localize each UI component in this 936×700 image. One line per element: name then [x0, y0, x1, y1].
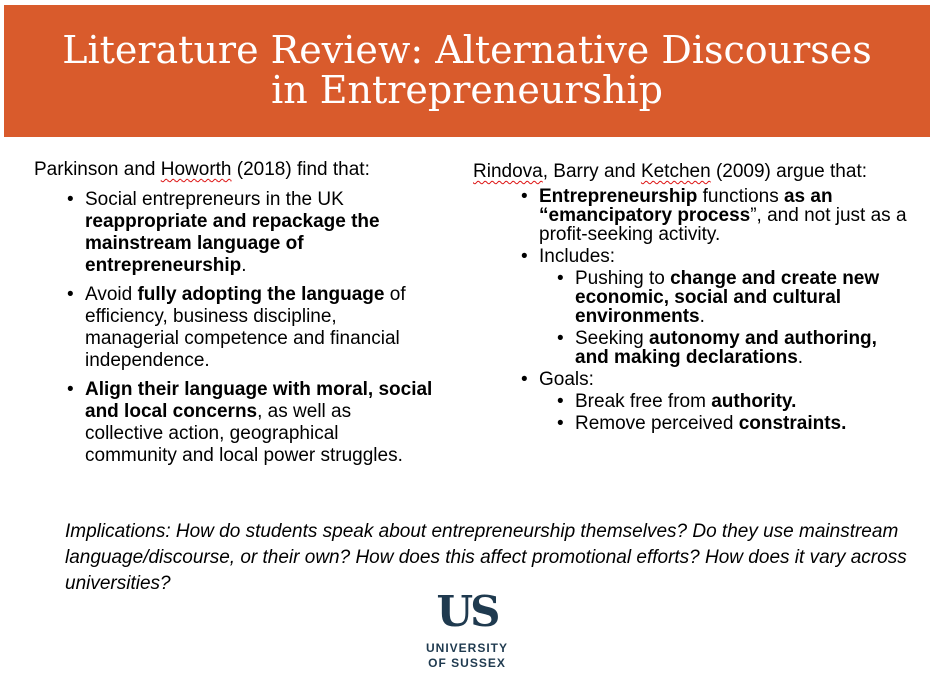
bullet-emphasis: autonomy and authoring, and making declarations	[575, 328, 877, 368]
bullet-icon: •	[557, 328, 564, 349]
list-item	[67, 189, 434, 277]
intro-author: Rindova	[473, 161, 543, 182]
bullet-icon: •	[557, 413, 564, 434]
bullet-text: Goals:	[539, 369, 594, 390]
title-line-2: in Entrepreneurship	[271, 68, 663, 112]
bullet-emphasis: fully adopting the language	[137, 284, 385, 305]
bullet-icon: •	[521, 246, 528, 267]
implications-text: Implications: How do students speak about entrepreneurship themselves? Do they use mainstream language/discourse, or their own? How does this affect promotional efforts? How does it vary across universities?	[65, 521, 907, 594]
list-item	[521, 369, 913, 390]
bullet-text: .	[797, 347, 804, 368]
sub-list-item	[557, 328, 913, 368]
bullet-text: Seeking	[575, 328, 649, 349]
bullet-text: .	[699, 306, 705, 327]
list-item	[521, 186, 913, 245]
bullet-emphasis: reappropriate and repackage the mainstream language of entrepreneurship	[85, 211, 380, 276]
bullet-text: Remove perceived	[575, 413, 739, 434]
intro-text: Parkinson and	[34, 159, 161, 180]
slide-title	[4, 30, 930, 110]
bullet-icon: •	[521, 186, 528, 207]
title-line-1: Literature Review: Alternative Discourses	[62, 28, 872, 72]
bullet-text: .	[241, 255, 247, 276]
bullet-emphasis: change and create new economic, social and cultural environments	[575, 268, 880, 327]
right-intro	[473, 161, 913, 183]
bullet-text: ”, and not just as a profit-seeking activity.	[539, 205, 907, 245]
university-logo-mark: US	[436, 587, 498, 636]
bullet-icon: •	[557, 391, 564, 412]
intro-text: , Barry and	[542, 161, 641, 182]
intro-text: (2009) argue that:	[710, 161, 867, 182]
sub-list-item	[557, 268, 913, 327]
bullet-emphasis: constraints.	[738, 413, 847, 434]
left-column	[34, 159, 434, 474]
bullet-emphasis: as an “emancipatory process	[539, 186, 833, 226]
bullet-icon: •	[67, 284, 74, 305]
left-bullet-list	[34, 189, 434, 467]
university-logo-name	[410, 641, 524, 671]
bullet-text: of efficiency, business discipline, managerial competence and financial independence.	[85, 284, 406, 371]
bullet-icon: •	[67, 379, 74, 400]
sub-list-item	[557, 413, 913, 434]
bullet-emphasis: Align their language with moral, social and local concerns	[85, 379, 433, 422]
logo-line-1: UNIVERSITY	[425, 641, 508, 655]
bullet-emphasis: authority.	[711, 391, 797, 412]
intro-author: Howorth	[160, 159, 232, 180]
left-intro	[34, 159, 434, 181]
list-item	[67, 284, 434, 372]
logo-line-2: OF SUSSEX	[428, 656, 506, 670]
intro-author: Ketchen	[640, 161, 711, 182]
right-column	[473, 161, 913, 436]
bullet-icon: •	[521, 369, 528, 390]
bullet-text: Pushing to	[575, 268, 671, 289]
bullet-text: Break free from	[575, 391, 712, 412]
bullet-emphasis: Entrepreneurship	[539, 186, 698, 207]
bullet-text: Includes:	[539, 246, 616, 267]
bullet-text: Avoid	[85, 284, 138, 305]
list-item	[521, 246, 913, 267]
bullet-text: , as well as collective action, geographical community and local power struggles.	[85, 401, 403, 466]
list-item	[67, 379, 434, 467]
right-bullet-list	[473, 187, 913, 433]
bullet-text: functions	[697, 186, 784, 207]
sub-list-item	[557, 391, 913, 412]
intro-text: (2018) find that:	[231, 159, 370, 180]
bullet-icon: •	[67, 189, 74, 210]
bullet-icon: •	[557, 268, 564, 289]
bullet-text: Social entrepreneurs in the UK	[85, 189, 344, 210]
